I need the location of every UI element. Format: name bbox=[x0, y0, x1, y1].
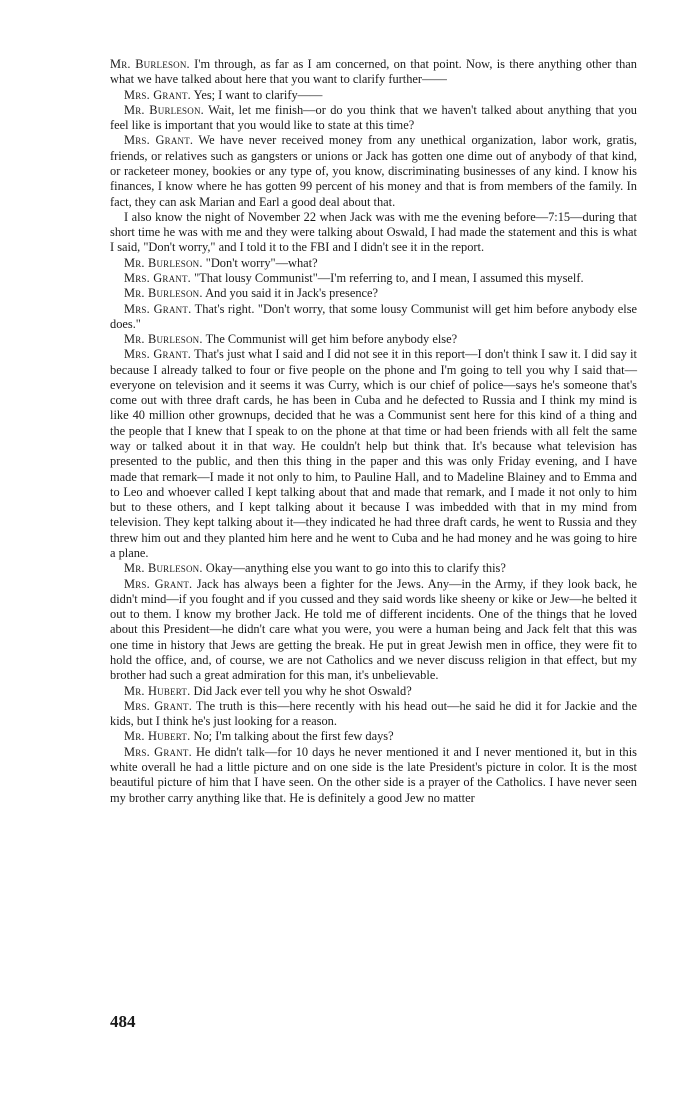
testimony-paragraph bbox=[110, 88, 637, 103]
speaker-name: Mr. Hubert. bbox=[124, 729, 191, 744]
testimony-text: That's right. "Don't worry, that some lousy Communist will get him before anybody else does." bbox=[110, 301, 638, 331]
testimony-text: Yes; I want to clarify—— bbox=[193, 87, 323, 102]
testimony-text: Okay—anything else you want to go into this to clarify this? bbox=[205, 561, 506, 576]
testimony-paragraph bbox=[110, 561, 637, 576]
testimony-paragraph bbox=[110, 347, 637, 561]
testimony-paragraph bbox=[110, 745, 637, 806]
speaker-name: Mrs. Grant. bbox=[124, 133, 194, 148]
speaker-name: Mrs. Grant. bbox=[124, 347, 192, 362]
testimony-paragraph bbox=[110, 210, 637, 256]
testimony-text: The truth is this—here recently with his head out—he said he did it for Jackie and the kids, but I think he's just looking for a reason. bbox=[110, 698, 638, 729]
testimony-text: The Communist will get him before anybody else? bbox=[205, 332, 458, 347]
speaker-name: Mr. Burleson. bbox=[124, 102, 204, 117]
speaker-name: Mrs. Grant. bbox=[124, 87, 191, 102]
testimony-paragraph bbox=[110, 256, 637, 271]
speaker-name: Mr. Burleson. bbox=[110, 57, 190, 71]
speaker-name: Mrs. Grant. bbox=[124, 270, 191, 285]
speaker-name: Mr. Burleson. bbox=[124, 255, 203, 270]
testimony-text: Jack has always been a fighter for the Jews. Any—in the Army, if they look back, he didn't mind—if you fought and if you cussed and they said words like sheeny or kike or Jew—he belted it out to them. I know my brother Jack. He told me of different incidents. One of the things that he loved about this President—he didn't care what you were, you were a human being and Jack felt that this was one time in history that Jews are getting the break. He put in great Jewish men in office, they were fit to hold the office, and, of course, we are not Catholics and we never discuss religion in that effect, but my brother had such a great admiration for this man, it's unbelievable. bbox=[110, 576, 637, 683]
testimony-text: And you said it in Jack's presence? bbox=[205, 286, 379, 301]
testimony-text: "Don't worry"—what? bbox=[205, 255, 318, 270]
testimony-paragraph bbox=[110, 271, 637, 286]
speaker-name: Mrs. Grant. bbox=[124, 698, 192, 713]
testimony-paragraph bbox=[110, 103, 637, 134]
testimony-paragraph bbox=[110, 302, 637, 333]
testimony-text: I also know the night of November 22 when Jack was with me the evening before—7:15—during that short time he was with me and they were talking about Oswald, I had made the statement and this is what I said, "Don't worry," and I told it to the FBI and I didn't see it in the report. bbox=[110, 209, 637, 255]
speaker-name: Mr. Hubert. bbox=[124, 683, 191, 698]
testimony-paragraph bbox=[110, 729, 637, 744]
testimony-paragraph bbox=[110, 684, 637, 699]
testimony-paragraph bbox=[110, 577, 637, 684]
testimony-text: Did Jack ever tell you why he shot Oswald? bbox=[193, 683, 412, 698]
testimony-paragraph bbox=[110, 57, 637, 88]
testimony-text: No; I'm talking about the first few days? bbox=[193, 729, 394, 744]
speaker-name: Mr. Burleson. bbox=[124, 561, 203, 576]
testimony-paragraph bbox=[110, 286, 637, 301]
testimony-text: We have never received money from any unethical organization, labor work, gratis, friends, or relatives such as gangsters or unions or Jack has gotten one dime out of anybody of that kind, or racketeer money, bookies or any type of, you know, discriminating businesses of any kind. I know his finances, I know where he has gotten 99 percent of his money and that is from members of the family. In fact, they can ask Marian and Earl a good deal about that. bbox=[110, 133, 637, 209]
speaker-name: Mrs. Grant. bbox=[124, 744, 192, 759]
testimony-text: He didn't talk—for 10 days he never mentioned it and I never mentioned it, but in this white overall he had a little picture and on one side is the late President's picture in color. It is the most beautiful picture of him that I have seen. On the other side is a prayer of the Catholics. I have never seen my brother carry anything like that. He is definitely a good Jew no matter bbox=[110, 744, 638, 805]
testimony-text: I'm through, as far as I am concerned, on that point. Now, is there anything other than what we have talked about here that you want to clarify further—— bbox=[110, 57, 637, 87]
testimony-paragraph bbox=[110, 133, 637, 209]
testimony-text: "That lousy Communist"—I'm referring to, and I mean, I assumed this myself. bbox=[194, 270, 584, 285]
speaker-name: Mr. Burleson. bbox=[124, 286, 203, 301]
page-number: 484 bbox=[110, 1012, 136, 1031]
speaker-name: Mr. Burleson. bbox=[124, 332, 203, 347]
speaker-name: Mrs. Grant. bbox=[124, 301, 192, 316]
transcript-page bbox=[110, 57, 637, 806]
testimony-paragraph bbox=[110, 332, 637, 347]
speaker-name: Mrs. Grant. bbox=[124, 576, 193, 591]
testimony-paragraph bbox=[110, 699, 637, 730]
testimony-text: Wait, let me finish—or do you think that we haven't talked about anything that you feel like is important that you would like to state at this time? bbox=[110, 102, 637, 133]
testimony-text: That's just what I said and I did not see it in this report—I don't think I saw it. I did say it because I already talked to four or five people on the phone and I'm going to tell you why I said that—everyone on television and it seems it was Curry, which is our chief of police—says he's someone that's come out with three draft cards, he has been in Cuba and he defected to Russia and I think my mind is like 40 million other grownups, decided that he was a Communist sent here for this kind of a thing and the people that I knew that I speak to on the phone at that time or had been friends with all felt the same way or talked about it in that way. He couldn't help but think that. It's because what television has presented to the public, and then this thing in the paper and this was only Friday evening, and I have made that remark—I made it not only to him, to Pauline Hall, and to Madeline Blainey and to Emma and to Leo and whoever called I kept talking about that and made that remark, and I made it not only to him but to these others, and I kept talking about it because I was imbedded with that in my mind from television. They kept talking about it—they indicated he had three draft cards, he went to Russia and they threw him out and they planted him here and he went to Cuba and he had money and he was going to hire a plane. bbox=[110, 347, 637, 560]
